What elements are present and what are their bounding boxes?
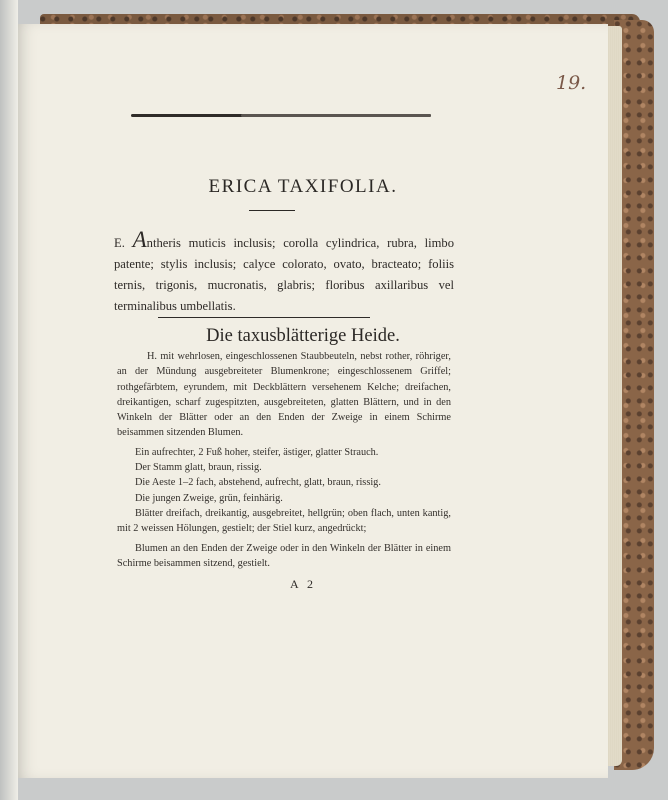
- title-rule: [249, 210, 295, 211]
- german-line: Ein aufrechter, 2 Fuß hoher, steifer, ästiger, glatter Strauch.: [135, 446, 379, 458]
- german-title: Die taxusblätterige Heide.: [206, 326, 400, 346]
- latin-initial: A: [132, 227, 147, 252]
- book-spine-edge: [0, 0, 18, 800]
- german-line: Die jungen Zweige, grün, feinhärig.: [135, 492, 283, 504]
- signature-mark: A 2: [289, 577, 316, 591]
- header-rule: [131, 114, 431, 117]
- latin-description: [114, 229, 454, 317]
- latin-lead: E.: [114, 236, 125, 250]
- german-line: Die Aeste 1–2 fach, abstehend, aufrecht, glatt, braun, rissig.: [135, 477, 381, 489]
- page-number: 19.: [556, 72, 587, 94]
- section-rule: [158, 317, 370, 318]
- german-leaves: Blätter dreifach, dreikantig, ausgebreitet, hellgrün; oben flach, unten kantig, mit 2 weissen Hölungen, gestielt; der Stiel kurz, angedrückt;: [117, 507, 451, 535]
- book-page: [18, 24, 608, 778]
- latin-text: ntheris muticis inclusis; corolla cylindrica, rubra, limbo patente; stylis inclusis; calyce colorato, ovato, bracteato; foliis ternis, trigonis, mucronatis, glabris; floribus axillaribus vel terminalibus umbellatis.: [114, 236, 454, 313]
- page-title: ERICA TAXIFOLIA.: [208, 176, 398, 197]
- german-description: [117, 349, 451, 571]
- german-line: Der Stamm glatt, braun, rissig.: [135, 462, 262, 474]
- german-flowers: Blumen an den Enden der Zweige oder in den Winkeln der Blätter in einem Schirme beisammen sitzend, gestielt.: [117, 542, 451, 569]
- german-paragraph: H. mit wehrlosen, eingeschlossenen Staubbeuteln, nebst rother, röhriger, an der Mündung ausgebreiteter Blumenkrone; eingeschlossenem Griffel; rothgefärbtem, eyrundem, mit Deckblättern versehenem Kelche; dreifachen, dreikantigen, scharf zugespitzten, ausgebreiteten, glatten Blättern, und in den Winkeln der Blätter oder an den Enden der Zweige in einem Schirme beisammen sitzenden Blumen.: [117, 351, 451, 439]
